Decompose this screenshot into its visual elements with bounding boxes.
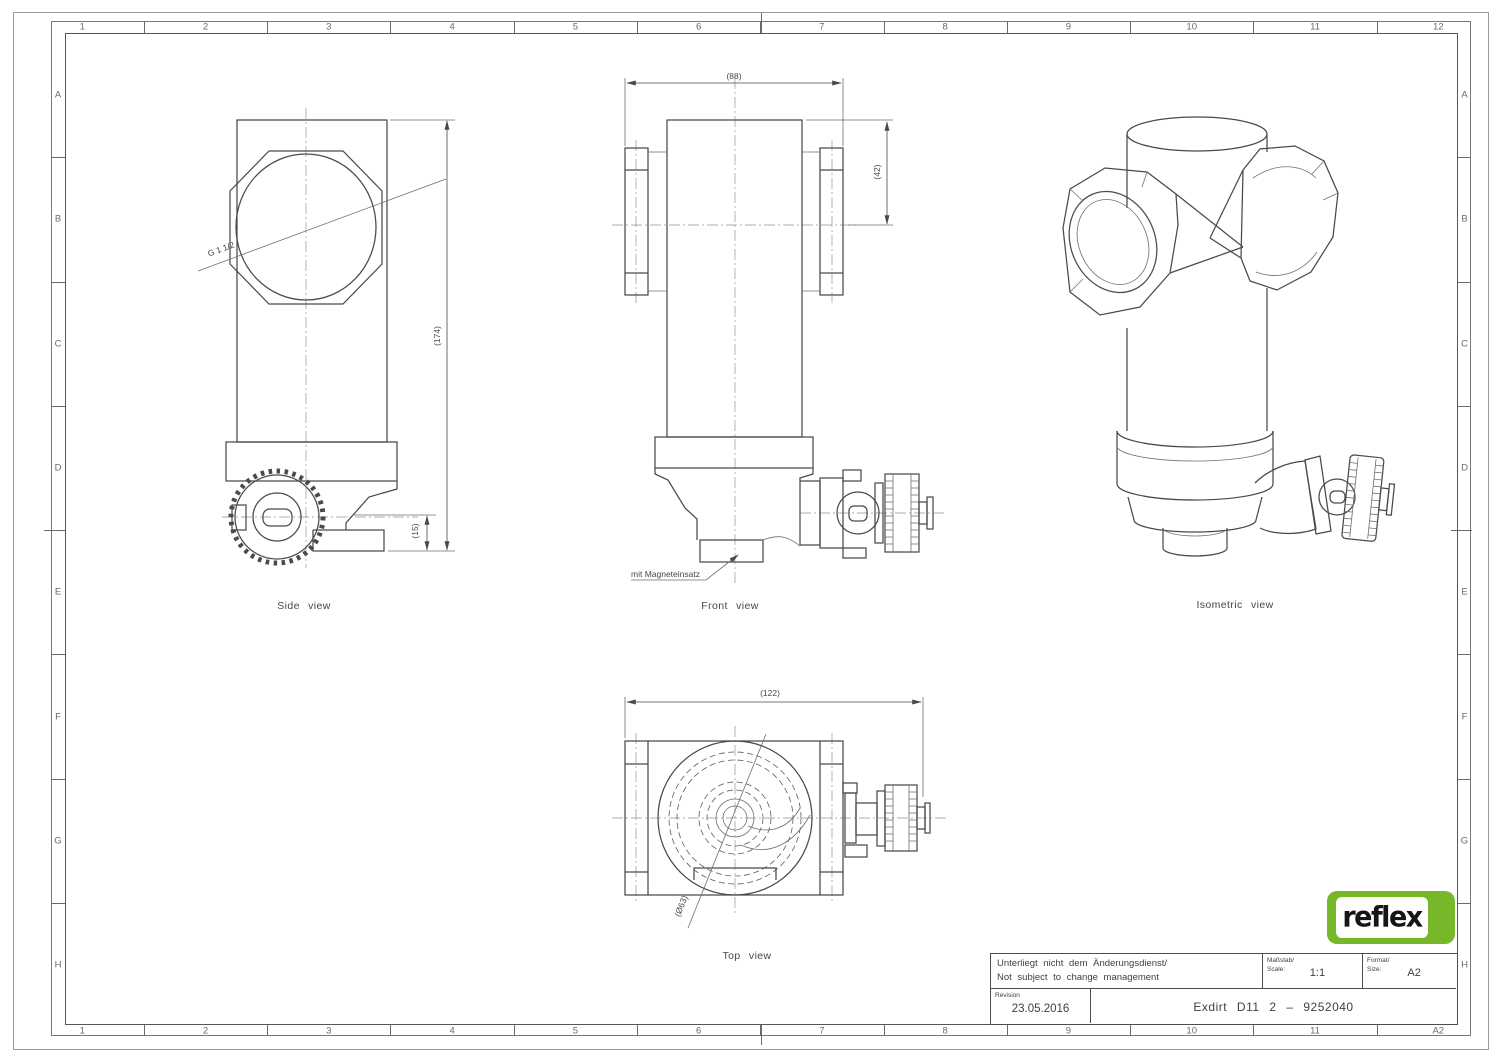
grid-tick [637, 21, 638, 33]
grid-tick [267, 1025, 268, 1036]
format-value: A2 [1407, 966, 1421, 979]
grid-tick [1377, 21, 1378, 33]
reflex-logo-text: reflex [1342, 901, 1422, 934]
grid-label: 5 [572, 21, 579, 33]
grid-tick [1130, 1025, 1131, 1036]
revision-date: 23.05.2016 [1011, 1003, 1070, 1016]
grid-tick [1253, 1025, 1254, 1036]
grid-label: H [54, 959, 62, 971]
grid-tick [514, 21, 515, 33]
grid-label: F [55, 711, 61, 722]
scale-label-en: Scale: [1267, 966, 1286, 974]
grid-label: 7 [819, 21, 825, 33]
grid-tick [51, 406, 65, 407]
grid-label: G [1460, 835, 1469, 847]
grid-label: D [1461, 462, 1468, 474]
grid-label: 2 [202, 21, 209, 33]
grid-tick [1458, 779, 1471, 780]
top-view-label: Top view [722, 950, 772, 962]
revision-cell [991, 989, 1091, 1023]
front-view-label: Front view [701, 600, 759, 612]
grid-label: D [54, 462, 62, 474]
grid-tick [51, 157, 65, 158]
grid-tick [637, 1025, 638, 1036]
grid-label: 10 [1186, 21, 1198, 33]
grid-tick [1130, 21, 1131, 33]
grid-label: 12 [1432, 21, 1444, 33]
magnet-insert-note: mit Magneteinsatz [631, 569, 700, 579]
grid-tick [267, 21, 268, 33]
grid-label: 4 [449, 21, 455, 33]
grid-label: 11 [1310, 21, 1320, 33]
grid-tick [51, 903, 65, 904]
grid-tick [1458, 157, 1471, 158]
dim-top-width: (122) [760, 688, 780, 698]
grid-tick [1451, 530, 1472, 532]
format-label-en: Size: [1367, 966, 1382, 974]
grid-label: B [54, 213, 62, 225]
drawing-frame [65, 33, 1458, 1025]
drawing-number: Exdirt D11 2 – 9252040 [1193, 999, 1354, 1014]
dim-thread-size: G 1 1/2 [206, 239, 236, 259]
grid-label: 5 [572, 1025, 579, 1036]
dim-front-width: (88) [726, 71, 742, 81]
revision-label: Revision [995, 992, 1020, 999]
grid-tick [51, 282, 65, 283]
disclaimer-de: Unterliegt nicht dem Änderungsdienst/ [997, 958, 1168, 969]
grid-label: C [54, 338, 62, 350]
reflex-logo [1327, 891, 1455, 944]
grid-tick [1458, 282, 1471, 283]
grid-tick [1377, 1025, 1378, 1036]
grid-label: 7 [819, 1025, 825, 1036]
grid-label: 6 [695, 1025, 702, 1036]
dim-front-upper: (42) [872, 164, 882, 180]
grid-label: 1 [79, 21, 85, 33]
scale-label-de: Maßstab/ [1267, 957, 1295, 964]
scale-value: 1:1 [1309, 966, 1326, 979]
isometric-view-label: Isometric view [1196, 599, 1274, 611]
grid-label: G [54, 835, 62, 847]
drawing-number-cell [1091, 989, 1456, 1023]
grid-label: 11 [1310, 1025, 1320, 1036]
grid-label: A [1461, 89, 1468, 101]
side-view-label: Side view [277, 600, 331, 612]
format-cell [1363, 954, 1456, 989]
grid-label: 10 [1186, 1025, 1198, 1036]
dim-side-drain: (15) [410, 523, 420, 539]
disclaimer-cell [991, 954, 1263, 989]
grid-label: 9 [1065, 21, 1072, 33]
dim-top-diameter: (Ø63) [672, 894, 690, 918]
grid-label: H [1461, 959, 1468, 971]
grid-tick [390, 1025, 391, 1036]
grid-label: 8 [942, 1025, 948, 1036]
grid-tick [514, 1025, 515, 1036]
grid-label: A [54, 89, 62, 101]
disclaimer-en: Not subject to change management [997, 971, 1159, 983]
grid-label: 8 [942, 21, 948, 33]
grid-label: 1 [79, 1025, 85, 1036]
grid-label: A2 [1432, 1025, 1445, 1036]
grid-tick [1458, 406, 1471, 407]
grid-tick [761, 1025, 763, 1045]
grid-tick [1007, 21, 1008, 33]
scale-cell [1263, 954, 1363, 989]
grid-tick [884, 1025, 885, 1036]
grid-label: F [1461, 711, 1468, 722]
grid-label: E [54, 586, 62, 598]
grid-label: B [1461, 213, 1468, 225]
grid-label: 4 [449, 1025, 455, 1036]
grid-tick [884, 21, 885, 33]
grid-label: E [1461, 586, 1468, 598]
grid-label: C [1461, 338, 1468, 350]
grid-tick [51, 779, 65, 780]
grid-tick [1458, 654, 1471, 655]
grid-tick [390, 21, 391, 33]
grid-label: 3 [326, 21, 332, 33]
grid-label: 6 [695, 21, 702, 33]
format-label-de: Format/ [1367, 957, 1390, 964]
grid-label: 9 [1065, 1025, 1072, 1036]
grid-label: 2 [202, 1025, 209, 1036]
grid-tick [144, 21, 145, 33]
grid-tick [1007, 1025, 1008, 1036]
grid-tick [144, 1025, 145, 1036]
grid-tick [51, 654, 65, 655]
dim-side-height: (174) [432, 326, 442, 346]
grid-tick [1253, 21, 1254, 33]
grid-tick [1458, 903, 1471, 904]
grid-label: 3 [326, 1025, 332, 1036]
reflex-logo-inner [1336, 897, 1428, 938]
title-block [990, 953, 1458, 1025]
grid-tick [44, 530, 65, 532]
grid-tick [761, 13, 763, 33]
